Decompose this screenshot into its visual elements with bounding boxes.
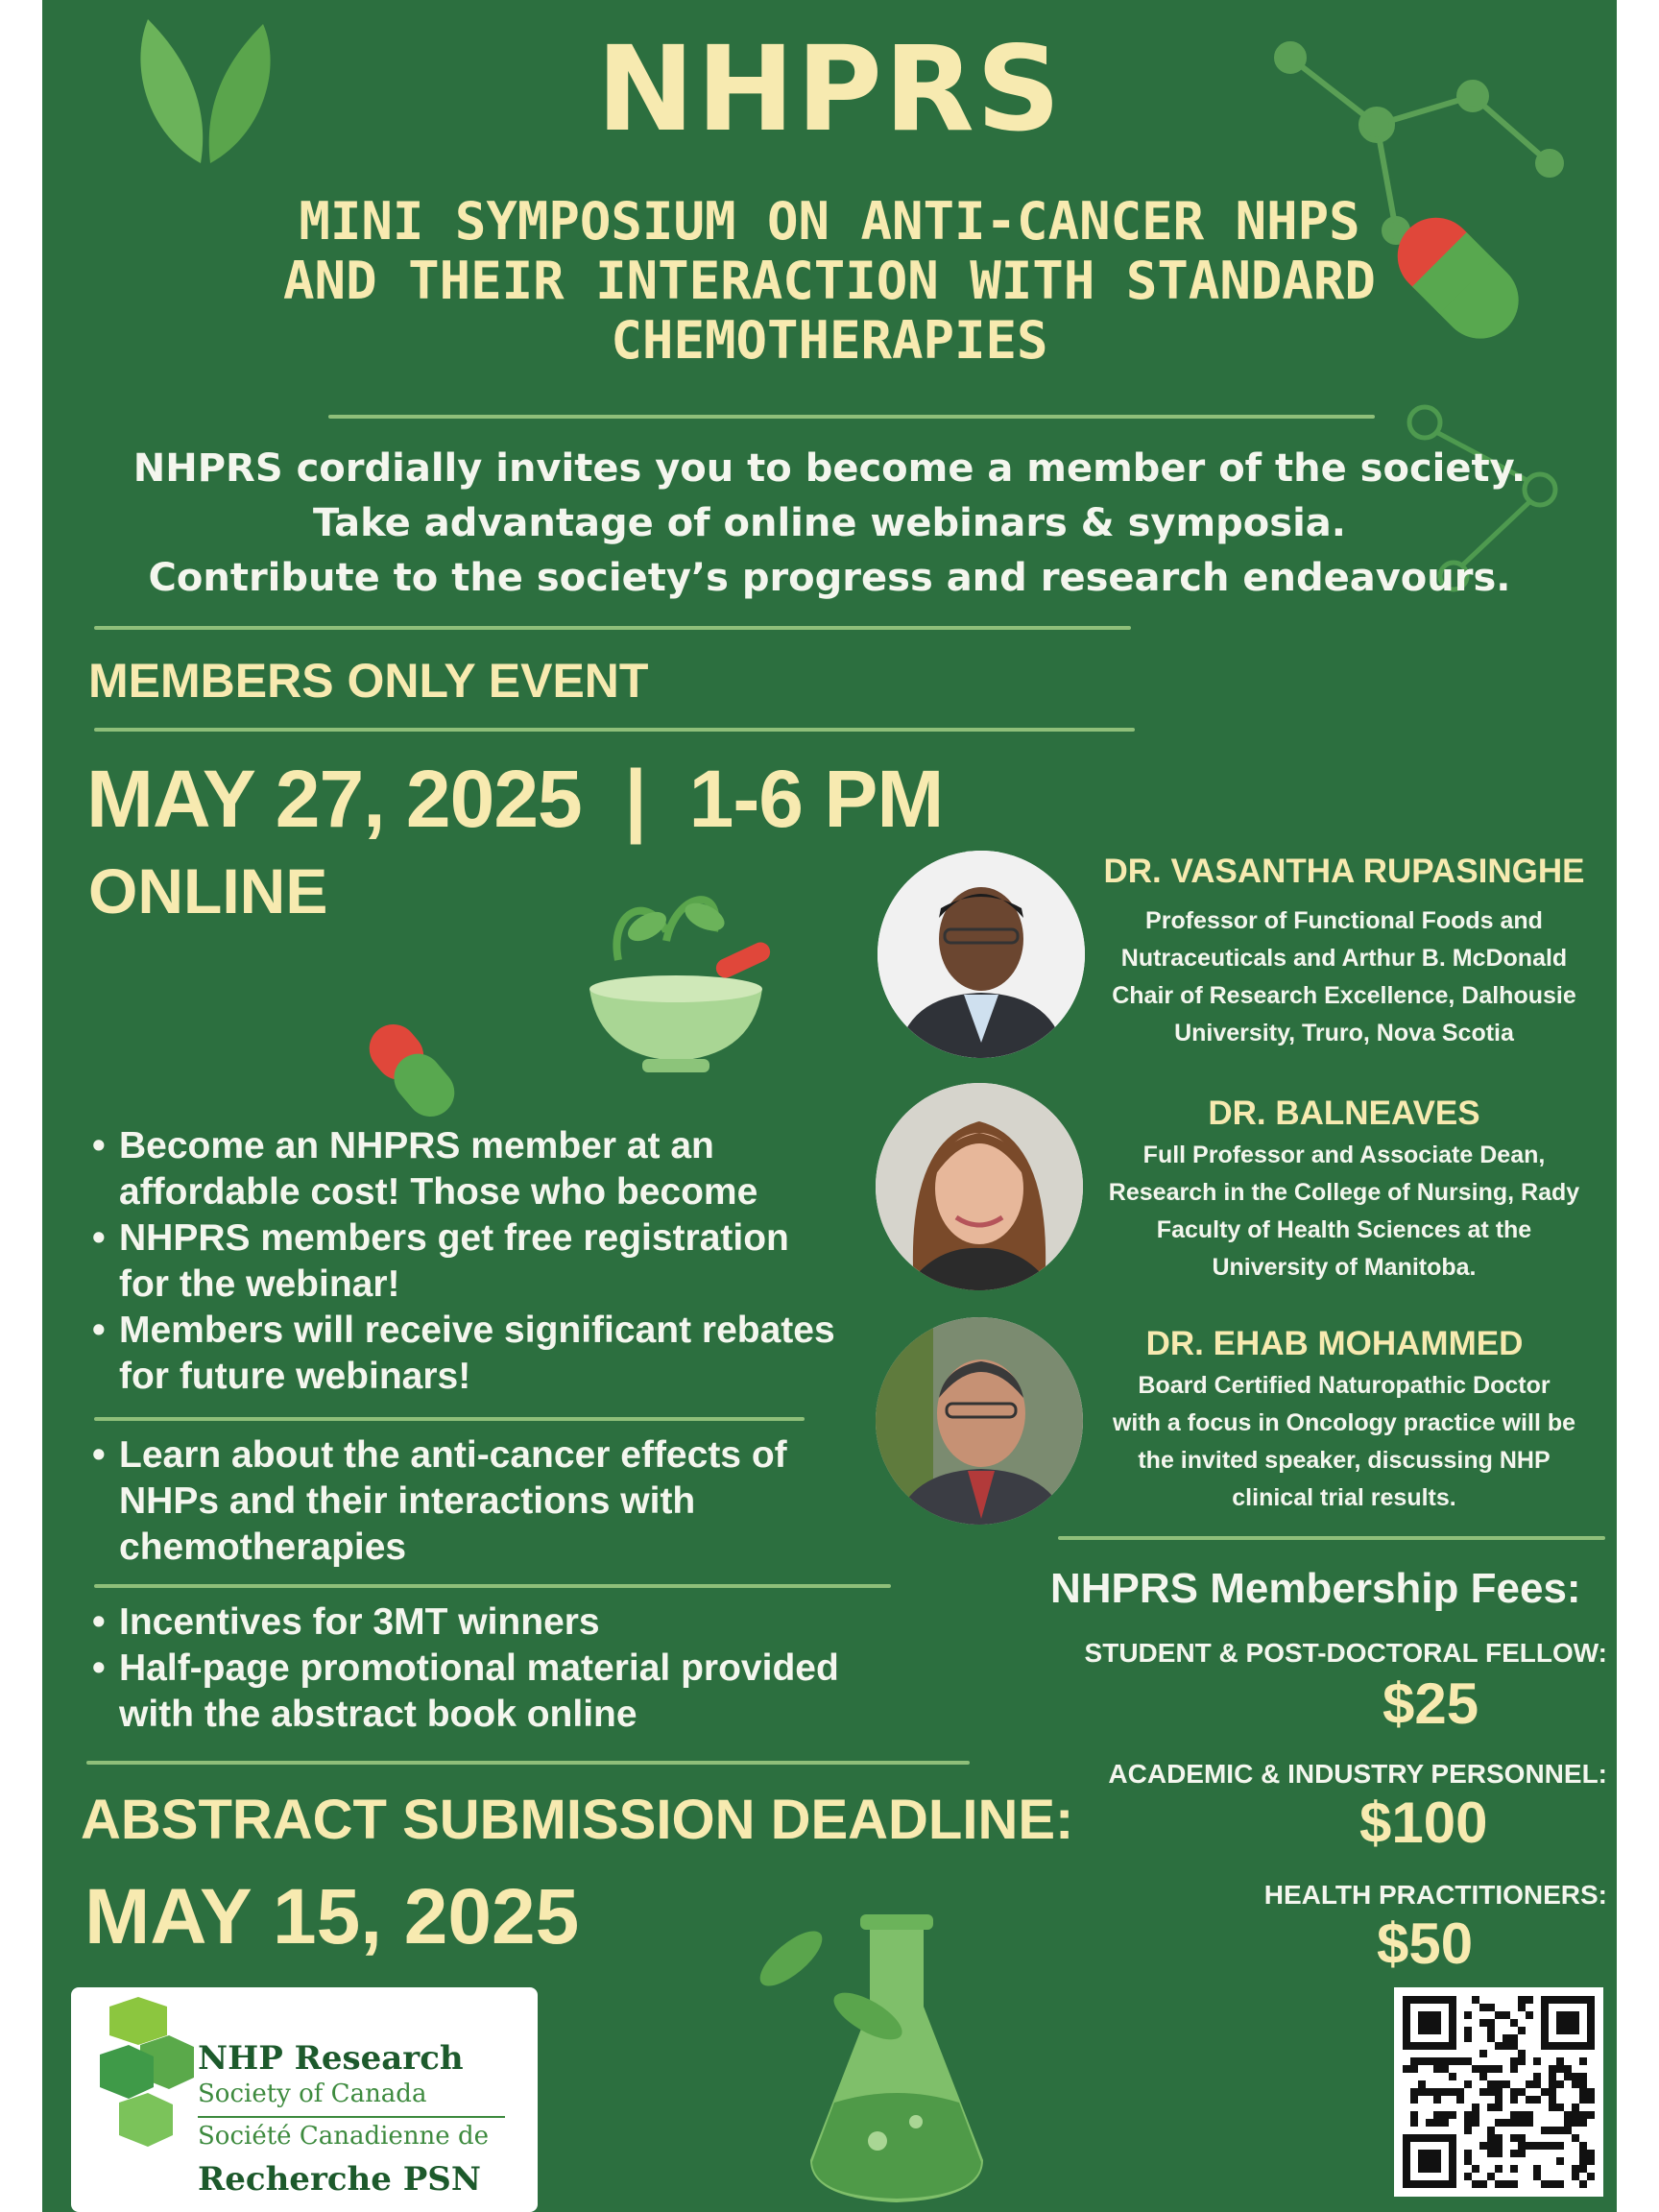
logo-line4: Recherche PSN [198,2160,481,2199]
divider [94,728,1131,732]
list-item: • Incentives for 3MT winners [92,1599,889,1646]
invitation-text [119,442,1540,606]
bio-line: Board Certified Naturopathic Doctor [1138,1372,1551,1399]
mortar-pestle-icon [561,874,791,1085]
bio-line: Full Professor and Associate Dean, [1142,1142,1546,1168]
bio-line: the invited speaker, discussing NHP [1138,1447,1551,1474]
subtitle-line: AND THEIR INTERACTION WITH STANDARD [283,251,1376,311]
list-item: • Half-page promotional material provided with the abstract book online [92,1646,889,1738]
divider [94,1584,891,1588]
speaker-photo-rupasinghe [878,851,1085,1058]
divider [328,415,1375,419]
symposium-subtitle [234,192,1425,371]
event-date-time: MAY 27, 2025 | 1-6 PM [86,754,944,844]
speaker-name: DR. VASANTHA RUPASINGHE [1103,853,1585,890]
fee-price-practitioners: $50 [1377,1911,1474,1976]
benefits-list-1 [92,1123,841,1400]
logo-divider [198,2116,505,2118]
invitation-line: Contribute to the society’s progress and research endeavours. [148,556,1511,600]
subtitle-line: MINI SYMPOSIUM ON ANTI-CANCER NHPS [299,191,1360,252]
speaker-photo-balneaves [876,1083,1083,1290]
speaker-name: DR. EHAB MOHAMMED [1145,1325,1524,1362]
hexagon-logo-icon [81,1997,196,2160]
benefits-list-2 [92,1432,803,1571]
fee-price-student: $25 [1382,1671,1479,1736]
logo-line1: NHP Research [198,2039,464,2078]
benefits-list-3 [92,1599,889,1738]
bio-line: University of Manitoba. [1212,1254,1477,1281]
divider [86,1761,970,1765]
invitation-line: Take advantage of online webinars & symposia. [313,501,1346,545]
bio-line: clinical trial results. [1232,1484,1456,1511]
list-item: • Become an NHPRS member at an affordable cost! Those who become [92,1123,841,1215]
society-logo [71,1987,538,2212]
invitation-line: NHPRS cordially invites you to become a member of the society. [132,446,1527,491]
bio-line: Professor of Functional Foods and [1145,907,1543,934]
members-only-label: MEMBERS ONLY EVENT [88,654,649,708]
event-format: ONLINE [88,855,328,926]
divider-dot [1118,728,1135,732]
bio-line: Research in the College of Nursing, Rady [1108,1179,1580,1206]
qr-code-icon [1394,1987,1603,2197]
deadline-label: ABSTRACT SUBMISSION DEADLINE: [81,1789,1074,1851]
speaker-bio [1085,1137,1603,1286]
list-item: • NHPRS members get free registration for the webinar! [92,1215,841,1308]
decor-leaves-bottom [733,1901,926,2093]
qr-code[interactable] [1394,1987,1603,2197]
fee-label-practitioners: HEALTH PRACTITIONERS: [1263,1880,1607,1910]
divider [94,626,1131,630]
fee-price-academic: $100 [1359,1791,1488,1855]
decor-capsule-small [349,998,474,1142]
logo-line3: Société Canadienne de [198,2122,489,2151]
membership-fees-title: NHPRS Membership Fees: [1050,1565,1581,1612]
divider [1058,1536,1605,1540]
speaker-photo-mohammed [876,1317,1083,1525]
fee-label-student: STUDENT & POST-DOCTORAL FELLOW: [1084,1638,1607,1668]
fee-label-academic: ACADEMIC & INDUSTRY PERSONNEL: [1108,1759,1607,1789]
list-item: • Learn about the anti-cancer effects of NHPs and their interactions with chemotherapies [92,1432,803,1571]
divider [94,1417,805,1421]
page-title: NHPRS [596,21,1063,157]
speaker-bio [1085,902,1603,1052]
bio-line: Faculty of Health Sciences at the [1156,1216,1532,1243]
list-item: • Members will receive significant rebates for future webinars! [92,1308,841,1400]
subtitle-line: CHEMOTHERAPIES [611,310,1048,371]
bio-line: Chair of Research Excellence, Dalhousie [1112,982,1576,1009]
bio-line: University, Truro, Nova Scotia [1174,1020,1514,1046]
bio-line: with a focus in Oncology practice will be [1112,1409,1576,1436]
logo-line2: Society of Canada [198,2080,427,2108]
speaker-bio [1085,1367,1603,1517]
poster [42,0,1617,2212]
speaker-name: DR. BALNEAVES [1208,1094,1480,1132]
deadline-date: MAY 15, 2025 [84,1873,580,1960]
bio-line: Nutraceuticals and Arthur B. McDonald [1120,945,1568,972]
